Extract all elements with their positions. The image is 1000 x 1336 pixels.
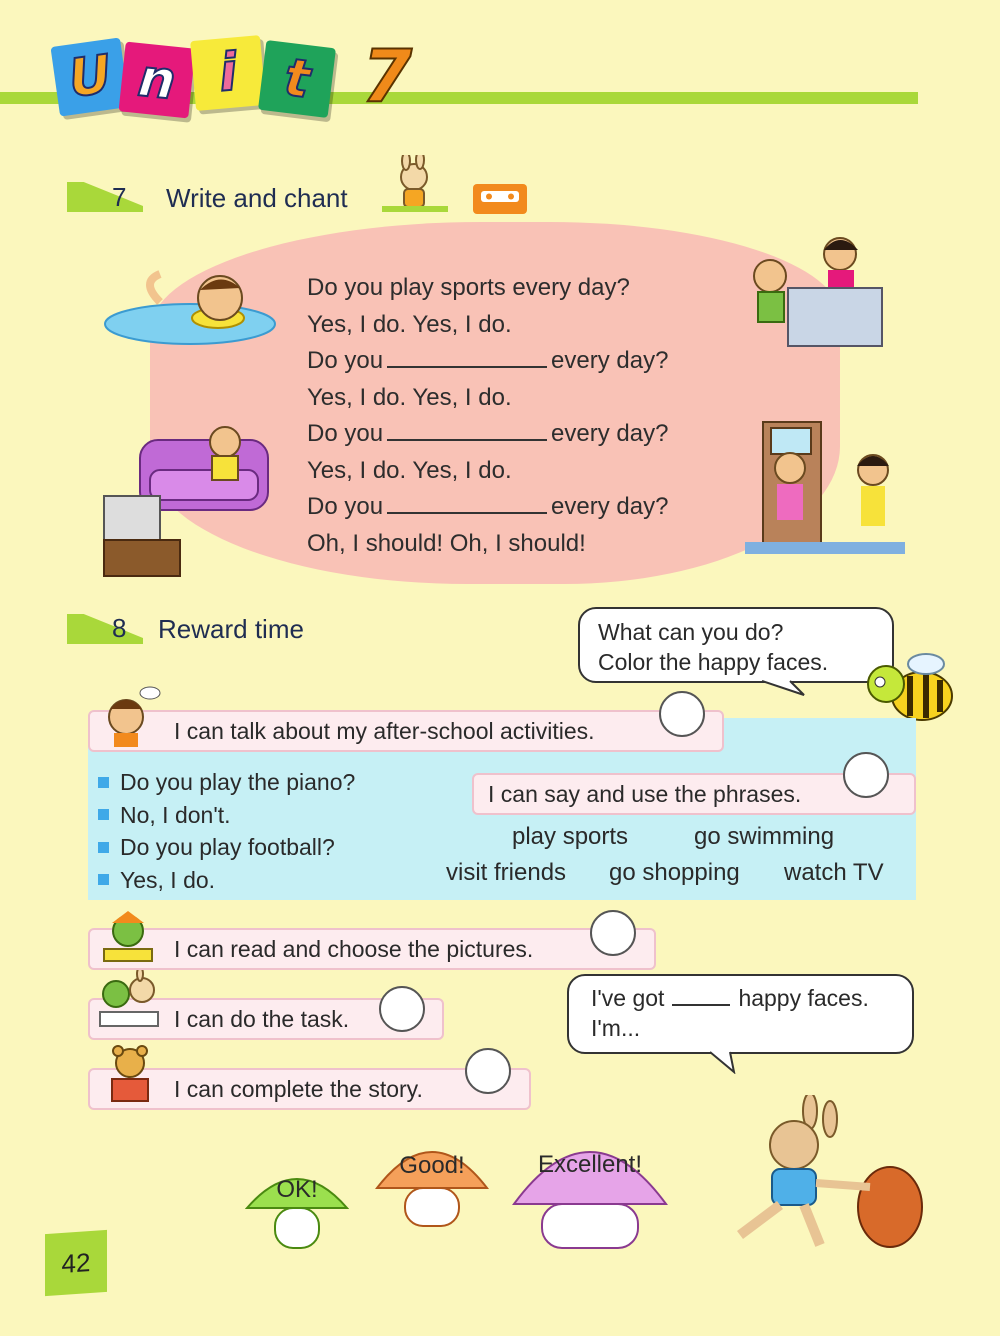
bee-speech-bubble [578, 607, 894, 683]
bear-reading-icon [104, 1043, 156, 1105]
happy-face-to-color[interactable] [590, 910, 636, 956]
boy-watching-tv-illustration [100, 420, 280, 580]
happy-face-to-color[interactable] [843, 752, 889, 798]
boy-thinking-icon [98, 683, 162, 749]
phrase: visit friends [446, 859, 567, 886]
rabbit-singing-icon [378, 155, 452, 215]
ok-mushroom [245, 1158, 349, 1252]
bubble-tail [700, 1050, 750, 1074]
bubble-line: What can you do? [598, 619, 784, 645]
statement-text: I can say and use the phrases. [488, 780, 802, 807]
frog-reading-icon [98, 905, 158, 965]
unit-letter-tile: t [258, 40, 336, 118]
chant-line-blank: Do you every day? [307, 347, 669, 374]
cassette-icon [472, 183, 528, 215]
chant-line: Yes, I do. Yes, I do. [307, 456, 512, 484]
count-blank[interactable] [672, 988, 730, 1006]
unit-number: 7 [362, 34, 413, 118]
happy-face-to-color[interactable] [379, 986, 425, 1032]
chant-line: Yes, I do. Yes, I do. [307, 383, 512, 411]
mushroom-label: Good! [399, 1152, 465, 1179]
statement-text: I can complete the story. [174, 1075, 423, 1102]
phrase: play sports [512, 823, 629, 850]
chant-line-blank: Do you every day? [307, 493, 669, 520]
answer-blank[interactable] [387, 423, 547, 441]
happy-face-to-color[interactable] [659, 691, 705, 737]
page-number: 42 [45, 1230, 107, 1296]
chant-text [307, 270, 668, 562]
chant-line: Oh, I should! Oh, I should! [307, 529, 586, 557]
rabbit-with-basket-illustration [700, 1095, 930, 1260]
unit-letter-tile: n [119, 42, 196, 119]
unit-letter-tile: i [190, 35, 266, 111]
mushroom-label: OK! [276, 1176, 318, 1203]
phrase: go swimming [694, 823, 835, 850]
can-read-statement [88, 928, 656, 970]
rabbit-speech-bubble [567, 974, 914, 1054]
unit-letter-tile: U [50, 37, 129, 116]
bubble-tail [760, 679, 806, 699]
happy-face-to-color[interactable] [465, 1048, 511, 1094]
section-title: Write and chant [166, 183, 348, 213]
answer-blank[interactable] [387, 350, 547, 368]
chant-line: Yes, I do. Yes, I do. [307, 310, 512, 338]
section-flag [67, 614, 143, 644]
friends-reading-icon [96, 970, 162, 1032]
bullet-item: No, I don't. [98, 799, 355, 832]
can-talk-statement [88, 710, 724, 752]
kids-visiting-illustration [740, 232, 885, 357]
bubble-line: Color the happy faces. [598, 649, 829, 675]
excellent-mushroom [512, 1112, 668, 1252]
answer-blank[interactable] [387, 496, 547, 514]
dialogue-bullets [98, 766, 355, 896]
phrase: go shopping [609, 859, 740, 886]
statement-text: I can talk about my after-school activities. [174, 717, 595, 744]
section-number: 7 [112, 182, 127, 212]
bullet-item: Yes, I do. [98, 864, 355, 897]
girls-at-door-illustration [745, 418, 910, 558]
section-flag [67, 182, 143, 212]
bullet-item: Do you play the piano? [98, 766, 355, 799]
chant-line-blank: Do you every day? [307, 420, 669, 447]
statement-text: I can read and choose the pictures. [174, 935, 534, 962]
chant-line: Do you play sports every day? [307, 274, 630, 301]
bubble-line: I'm... [591, 1015, 641, 1041]
swimming-boy-illustration [100, 262, 280, 352]
bubble-line: I've got happy faces. [591, 985, 869, 1011]
bullet-item: Do you play football? [98, 831, 355, 864]
section-title: Reward time [158, 614, 304, 644]
phrase: watch TV [784, 859, 884, 886]
statement-text: I can do the task. [174, 1005, 350, 1032]
mushroom-label: Excellent! [537, 1151, 643, 1178]
section-number: 8 [112, 613, 127, 643]
